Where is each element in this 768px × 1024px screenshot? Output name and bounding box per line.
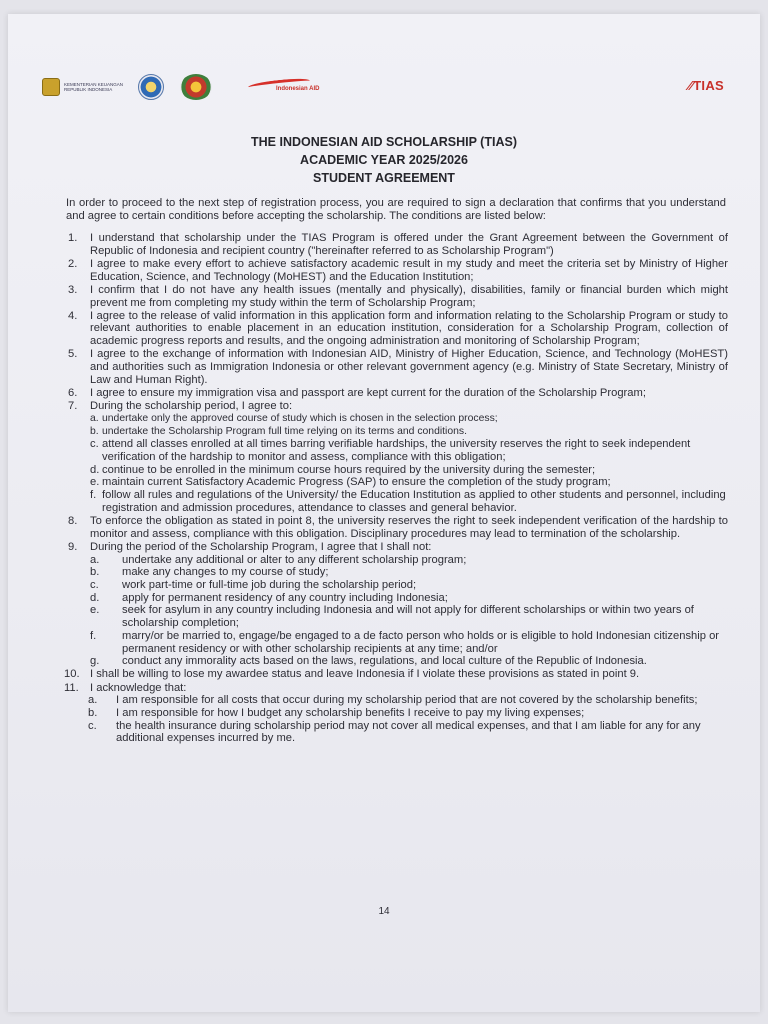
sub-item: [90, 579, 728, 592]
sub-item: [88, 720, 728, 745]
sub-text: work part-time or full-time job during the scholarship period;: [122, 578, 417, 591]
page-number: 14: [378, 906, 390, 917]
item-text: I agree to the release of valid information in this application form and information relating to the Scholarship Program or study to relevant authorities to enable placement in an education institution, consideration for a Scholarship Program, collection of academic progress reports and results, and the ongoing administration and monitoring of Scholarship Program;: [90, 309, 728, 348]
sub-letter: a.: [90, 553, 100, 566]
item-text: I confirm that I do not have any health issues (mentally and physically), disabilities, family or financial burden which might prevent me from completing my study within the term of Scholarship Program;: [90, 283, 728, 309]
institution-seal-logo-icon: [180, 74, 212, 100]
sub-text: marry/or be married to, engage/be engaged to a de facto person who holds or is eligible to hold Indonesian citizenship or permanent residency or with other scholarship recipients at any time; and/or: [122, 629, 720, 655]
title-line-3: STUDENT AGREEMENT: [313, 171, 455, 185]
logo-bar: [40, 72, 730, 108]
condition-item: [64, 310, 728, 348]
condition-item: [64, 348, 728, 386]
condition-item: [64, 400, 728, 514]
sub-text: undertake the Scholarship Program full time relying on its terms and conditions.: [102, 425, 468, 437]
title-line-2: ACADEMIC YEAR 2025/2026: [300, 153, 468, 167]
sub-text: I am responsible for all costs that occur during my scholarship period that are not covered by the scholarship benefits;: [116, 694, 698, 707]
sub-letter: c.: [88, 719, 97, 732]
item-text: To enforce the obligation as stated in point 8, the university reserves the right to seek independent verification of the hardship to monitor and assess, compliance with this obligation. Disciplinary procedures may lead to termination of the scholarship.: [90, 514, 728, 540]
item-number: 10.: [64, 668, 80, 681]
sub-letter: b.: [90, 566, 100, 579]
item-text: I agree to the exchange of information with Indonesian AID, Ministry of Higher Education, Science, and Technology (MoHEST) and authorities such as Immigration Indonesia or other relevant government agency (e.g. Ministry of State Secretary, Ministry of Law and Human Right).: [90, 348, 728, 386]
item-number: 9.: [68, 540, 78, 553]
sub-text: make any changes to my course of study;: [122, 566, 329, 579]
item-number: 7.: [68, 400, 78, 413]
sub-text: seek for asylum in any country including Indonesia and will not apply for different scholarships or within two years of scholarship completion;: [122, 604, 694, 630]
sub-item: [90, 489, 728, 514]
sub-letter: c.: [90, 438, 99, 451]
condition-item: [64, 682, 728, 746]
sub-item: [90, 426, 728, 439]
sub-letter: c.: [90, 578, 99, 591]
condition-item: [64, 387, 728, 400]
sub-item: [90, 476, 728, 489]
condition-item: [64, 668, 728, 681]
sub-letter: f.: [90, 489, 97, 502]
sub-text: the health insurance during scholarship period may not cover all medical expenses, and that I am liable for any for any additional expenses incurred by me.: [116, 719, 701, 745]
sub-item: [88, 694, 728, 707]
item-9-sublist: [90, 554, 728, 668]
item-11-sublist: [90, 694, 728, 745]
item-text: During the period of the Scholarship Program, I agree that I shall not:: [90, 540, 432, 553]
kemenkeu-logo: [42, 76, 132, 98]
sub-text: attend all classes enrolled at all times barring verifiable hardships, the university reserves the right to seek independent verification of the hardship to monitor and assess, compliance with this obligation;: [102, 438, 691, 463]
tias-logo-text: TIAS: [693, 78, 724, 93]
item-number: 4.: [68, 309, 78, 322]
sub-item: [90, 554, 728, 567]
item-number: 2.: [68, 257, 78, 270]
sub-item: [90, 630, 728, 655]
item-number: 5.: [68, 348, 78, 361]
document-title: [8, 133, 760, 187]
sub-text: undertake any additional or alter to any different scholarship program;: [122, 553, 467, 566]
sub-letter: a.: [88, 694, 98, 707]
item-text: I agree to ensure my immigration visa and passport are kept current for the duration of the Scholarship Program;: [90, 386, 646, 399]
intro-paragraph: In order to proceed to the next step of registration process, you are required to sign a declaration that confirms that you understand and agree to certain conditions before accepting the scholarship. The conditions are listed below:: [66, 197, 726, 222]
item-text: I shall be willing to lose my awardee status and leave Indonesia if I violate these provisions as stated in point 9.: [90, 668, 640, 681]
condition-item: [64, 515, 728, 540]
sub-text: undertake only the approved course of study which is chosen in the selection process;: [102, 412, 498, 424]
item-number: 8.: [68, 514, 78, 527]
garuda-emblem-icon: [42, 78, 60, 96]
title-line-1: THE INDONESIAN AID SCHOLARSHIP (TIAS): [251, 135, 517, 149]
sub-item: [90, 464, 728, 477]
sub-letter: a.: [90, 412, 99, 424]
conditions-list: [64, 232, 728, 746]
item-text: I agree to make every effort to achieve satisfactory academic result in my study and meet the criteria set by Ministry of Higher Education, Science, and Technology (MoHEST) and the Education Institution;: [90, 257, 728, 283]
item-number: 6.: [68, 386, 78, 399]
sub-item: [90, 655, 728, 668]
sub-letter: f.: [90, 629, 97, 642]
condition-item: [64, 284, 728, 309]
sub-text: follow all rules and regulations of the University/ the Education Institution as applied to other students and personnel, including registration and admission procedures, attendance to classes and general behavior.: [102, 489, 726, 514]
ministry-education-logo-icon: [138, 74, 164, 100]
sub-item: [90, 604, 728, 629]
condition-item: [64, 541, 728, 668]
kemenkeu-logo-text: KEMENTERIAN KEUANGAN REPUBLIK INDONESIA: [64, 82, 124, 92]
condition-item: [64, 258, 728, 283]
item-number: 11.: [64, 681, 79, 694]
sub-letter: b.: [90, 425, 99, 437]
item-text: During the scholarship period, I agree to:: [90, 400, 293, 413]
aid-logo-text: Indonesian AID: [276, 86, 320, 92]
document-page: [8, 14, 760, 1012]
item-text: I understand that scholarship under the TIAS Program is offered under the Grant Agreement between the Government of Republic of Indonesia and recipient country ("hereinafter referred to as Scholarship Program"): [90, 232, 728, 257]
sub-item: [90, 438, 728, 463]
indonesian-aid-logo: [248, 72, 320, 102]
sub-letter: g.: [90, 655, 100, 668]
tias-logo: [688, 78, 724, 93]
item-text: I acknowledge that:: [90, 681, 187, 694]
sub-text: conduct any immorality acts based on the laws, regulations, and local culture of the Republic of Indonesia.: [122, 655, 647, 668]
sub-item: [88, 707, 728, 720]
sub-text: maintain current Satisfactory Academic Progress (SAP) to ensure the completion of the study program;: [102, 476, 611, 489]
sub-letter: e.: [90, 476, 100, 489]
item-number: 3.: [68, 283, 78, 296]
sub-item: [90, 592, 728, 605]
sub-letter: e.: [90, 604, 100, 617]
condition-item: [64, 232, 728, 257]
sub-letter: b.: [88, 707, 98, 720]
sub-text: continue to be enrolled in the minimum course hours required by the university during the semester;: [102, 463, 596, 476]
sub-item: [90, 566, 728, 579]
sub-text: apply for permanent residency of any country including Indonesia;: [122, 591, 448, 604]
sub-letter: d.: [90, 463, 100, 476]
sub-letter: d.: [90, 591, 100, 604]
tias-slash-icon: ⁄⁄: [688, 78, 694, 93]
sub-text: I am responsible for how I budget any scholarship benefits I receive to pay my living expenses;: [116, 707, 585, 720]
item-7-sublist: [90, 413, 728, 515]
sub-item: [90, 413, 728, 426]
item-number: 1.: [68, 232, 78, 244]
